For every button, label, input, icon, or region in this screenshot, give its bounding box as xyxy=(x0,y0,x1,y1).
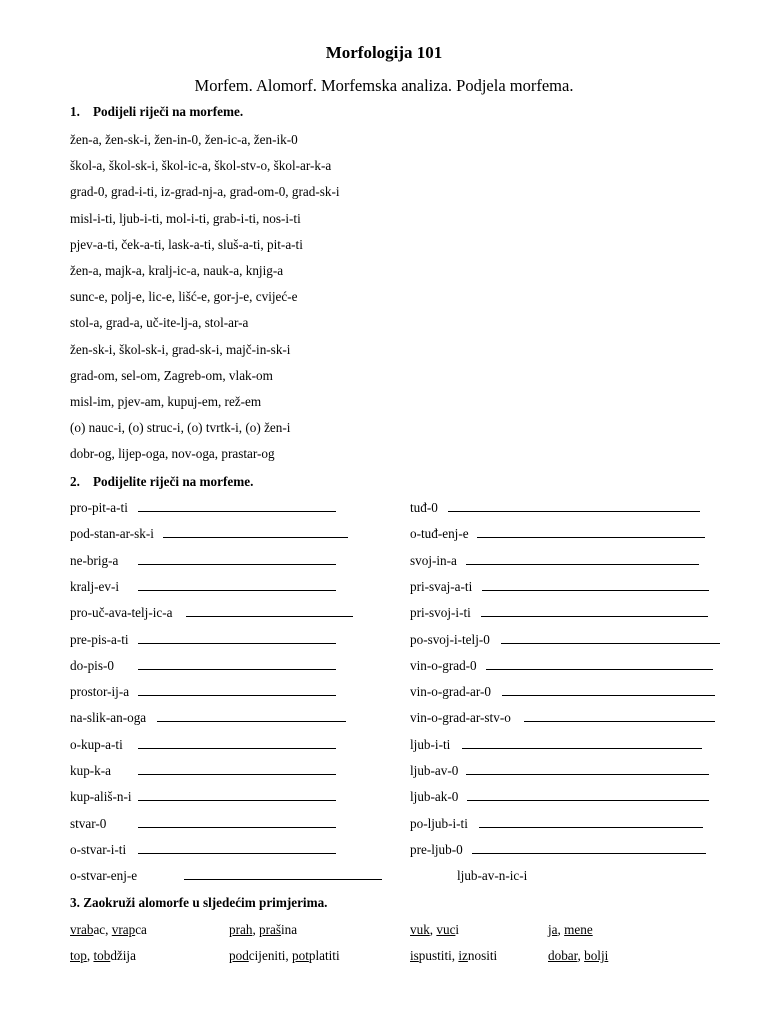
exercise-row xyxy=(0,842,768,860)
section-2-title: Podijelite riječi na morfeme. xyxy=(93,474,254,489)
section-1-number: 1. xyxy=(70,104,80,119)
right-answer-blank[interactable] xyxy=(486,658,713,670)
underlined-morph: ja xyxy=(548,922,558,937)
page-title: Morfologija 101 xyxy=(325,43,443,62)
right-word: pri-svaj-a-ti xyxy=(410,578,473,594)
morpheme-line: misl-i-ti, ljub-i-ti, mol-i-ti, grab-i-ti, nos-i-ti xyxy=(70,210,301,226)
allomorph-example[interactable] xyxy=(229,948,340,964)
word-fragment: ac, xyxy=(93,922,112,937)
exercise-row xyxy=(0,579,768,597)
page-subtitle: Morfem. Alomorf. Morfemska analiza. Podjela morfema. xyxy=(194,76,574,95)
allomorph-example[interactable] xyxy=(70,948,136,964)
morpheme-line: grad-0, grad-i-ti, iz-grad-nj-a, grad-om-0, grad-sk-i xyxy=(70,184,340,200)
word-fragment: ca xyxy=(135,922,147,937)
left-word: kup-ališ-n-i xyxy=(70,789,132,805)
right-answer-blank[interactable] xyxy=(472,842,706,854)
underlined-morph: vuc xyxy=(436,922,456,937)
allomorph-row xyxy=(0,922,768,940)
word-fragment: i xyxy=(455,922,460,937)
right-word: tuđ-0 xyxy=(410,500,438,515)
right-word: ljub-av-n-ic-i xyxy=(457,868,528,884)
right-answer-blank[interactable] xyxy=(466,763,709,775)
left-answer-blank[interactable] xyxy=(138,737,336,749)
word-fragment: , xyxy=(577,948,585,963)
exercise-row xyxy=(0,553,768,571)
right-word: svoj-in-a xyxy=(410,552,457,568)
left-answer-blank[interactable] xyxy=(138,763,336,775)
morpheme-line: pjev-a-ti, ček-a-ti, lask-a-ti, sluš-a-ti, pit-a-ti xyxy=(70,236,303,252)
left-word: prostor-ij-a xyxy=(70,684,130,700)
word-fragment: platiti xyxy=(308,948,340,963)
underlined-morph: vrab xyxy=(70,922,94,937)
left-word: o-stvar-i-ti xyxy=(70,841,127,857)
right-answer-blank[interactable] xyxy=(466,553,699,565)
left-word: ne-brig-a xyxy=(70,552,119,568)
exercise-row xyxy=(0,868,768,886)
word-fragment: , xyxy=(557,922,565,937)
left-word: pre-pis-a-ti xyxy=(70,631,129,647)
word-fragment: , xyxy=(429,922,437,937)
exercise-row xyxy=(0,605,768,623)
word-fragment: ina xyxy=(281,922,298,937)
right-word: po-ljub-i-ti xyxy=(410,815,468,831)
morpheme-line: žen-a, žen-sk-i, žen-in-0, žen-ic-a, žen-ik-0 xyxy=(70,132,298,147)
left-word: kralj-ev-i xyxy=(70,578,120,594)
word-fragment: cijeniti, xyxy=(248,948,292,963)
left-answer-blank[interactable] xyxy=(138,632,336,644)
right-answer-blank[interactable] xyxy=(502,684,715,696)
section-2-number: 2. xyxy=(70,474,80,489)
underlined-morph: is xyxy=(410,948,419,963)
left-answer-blank[interactable] xyxy=(138,553,336,565)
left-word: pro-pit-a-ti xyxy=(70,500,128,515)
morpheme-line: (o) nauc-i, (o) struc-i, (o) tvrtk-i, (o) žen-i xyxy=(70,420,291,436)
left-answer-blank[interactable] xyxy=(138,579,336,591)
left-word: o-kup-a-ti xyxy=(70,736,123,752)
allomorph-example[interactable] xyxy=(410,922,459,938)
left-word: kup-k-a xyxy=(70,763,112,778)
section-3-heading: 3. Zaokruži alomorfe u sljedećim primjerima. xyxy=(70,895,328,910)
exercise-row xyxy=(0,684,768,702)
word-fragment: pustiti, xyxy=(418,948,459,963)
right-answer-blank[interactable] xyxy=(481,605,708,617)
left-word: do-pis-0 xyxy=(70,657,114,673)
underlined-morph: vrap xyxy=(111,922,136,937)
right-answer-blank[interactable] xyxy=(482,579,709,591)
underlined-morph: vuk xyxy=(410,922,430,937)
section-1-heading xyxy=(70,104,243,120)
right-answer-blank[interactable] xyxy=(501,632,720,644)
morpheme-line: stol-a, grad-a, uč-ite-lj-a, stol-ar-a xyxy=(70,315,249,331)
word-fragment: , xyxy=(86,948,94,963)
right-word: ljub-av-0 xyxy=(410,763,459,778)
right-word: o-tuđ-enj-e xyxy=(410,526,469,542)
left-word: pod-stan-ar-sk-i xyxy=(70,526,154,542)
left-word: stvar-0 xyxy=(70,815,107,831)
right-answer-blank[interactable] xyxy=(467,789,709,801)
left-answer-blank[interactable] xyxy=(138,500,336,512)
allomorph-example[interactable] xyxy=(548,922,593,938)
morpheme-line: škol-a, škol-sk-i, škol-ic-a, škol-stv-o, škol-ar-k-a xyxy=(70,158,332,174)
right-answer-blank[interactable] xyxy=(524,710,715,722)
right-word: pre-ljub-0 xyxy=(410,841,463,857)
underlined-morph: praš xyxy=(259,922,282,937)
morpheme-line: sunc-e, polj-e, lic-e, lišć-e, gor-j-e, cvijeć-e xyxy=(70,289,298,305)
left-answer-blank[interactable] xyxy=(186,605,353,617)
exercise-row xyxy=(0,737,768,755)
left-word: pro-uč-ava-telj-ic-a xyxy=(70,605,173,621)
allomorph-row xyxy=(0,948,768,966)
exercise-row xyxy=(0,789,768,807)
underlined-morph: pod xyxy=(229,948,249,963)
morpheme-line: dobr-og, lijep-oga, nov-oga, prastar-og xyxy=(70,446,275,462)
exercise-row xyxy=(0,816,768,834)
exercise-row xyxy=(0,526,768,544)
right-answer-blank[interactable] xyxy=(479,816,703,828)
morpheme-line: žen-a, majk-a, kralj-ic-a, nauk-a, knjig-a xyxy=(70,263,284,278)
left-answer-blank[interactable] xyxy=(157,710,346,722)
left-answer-blank[interactable] xyxy=(138,816,336,828)
underlined-morph: tob xyxy=(93,948,111,963)
word-fragment: nositi xyxy=(467,948,498,963)
right-answer-blank[interactable] xyxy=(462,737,702,749)
right-word: pri-svoj-i-ti xyxy=(410,605,471,621)
left-answer-blank[interactable] xyxy=(138,789,336,801)
right-word: ljub-ak-0 xyxy=(410,789,459,805)
exercise-row xyxy=(0,710,768,728)
right-answer-blank[interactable] xyxy=(477,526,705,538)
exercise-row xyxy=(0,763,768,781)
allomorph-example[interactable] xyxy=(70,922,147,938)
underlined-morph: bolji xyxy=(584,948,609,963)
section-2-heading xyxy=(70,474,253,490)
exercise-row xyxy=(0,500,768,518)
left-answer-blank[interactable] xyxy=(184,868,382,880)
right-word: vin-o-grad-ar-stv-o xyxy=(410,710,511,726)
left-answer-blank[interactable] xyxy=(163,526,348,538)
morpheme-line: grad-om, sel-om, Zagreb-om, vlak-om xyxy=(70,367,273,383)
section-1-title: Podijeli riječi na morfeme. xyxy=(93,104,244,119)
underlined-morph: mene xyxy=(564,922,593,937)
underlined-morph: iz xyxy=(458,948,468,963)
left-word: o-stvar-enj-e xyxy=(70,868,138,884)
right-word: vin-o-grad-0 xyxy=(410,657,477,673)
word-fragment: džija xyxy=(110,948,136,963)
morpheme-line: misl-im, pjev-am, kupuj-em, rež-em xyxy=(70,394,262,409)
allomorph-example[interactable] xyxy=(410,948,497,964)
right-word: po-svoj-i-telj-0 xyxy=(410,631,490,647)
allomorph-example[interactable] xyxy=(229,922,297,938)
left-word: na-slik-an-oga xyxy=(70,710,147,726)
underlined-morph: pot xyxy=(292,948,309,963)
right-answer-blank[interactable] xyxy=(448,500,700,512)
underlined-morph: prah xyxy=(229,922,253,937)
left-answer-blank[interactable] xyxy=(138,842,336,854)
right-word: vin-o-grad-ar-0 xyxy=(410,684,492,700)
exercise-row xyxy=(0,632,768,650)
exercise-row xyxy=(0,658,768,676)
word-fragment: , xyxy=(252,922,260,937)
left-answer-blank[interactable] xyxy=(138,658,336,670)
morpheme-line: žen-sk-i, škol-sk-i, grad-sk-i, majč-in-sk-i xyxy=(70,341,291,357)
underlined-morph: top xyxy=(70,948,87,963)
underlined-morph: dobar xyxy=(548,948,578,963)
allomorph-example[interactable] xyxy=(548,948,608,964)
right-word: ljub-i-ti xyxy=(410,736,451,752)
left-answer-blank[interactable] xyxy=(138,684,336,696)
